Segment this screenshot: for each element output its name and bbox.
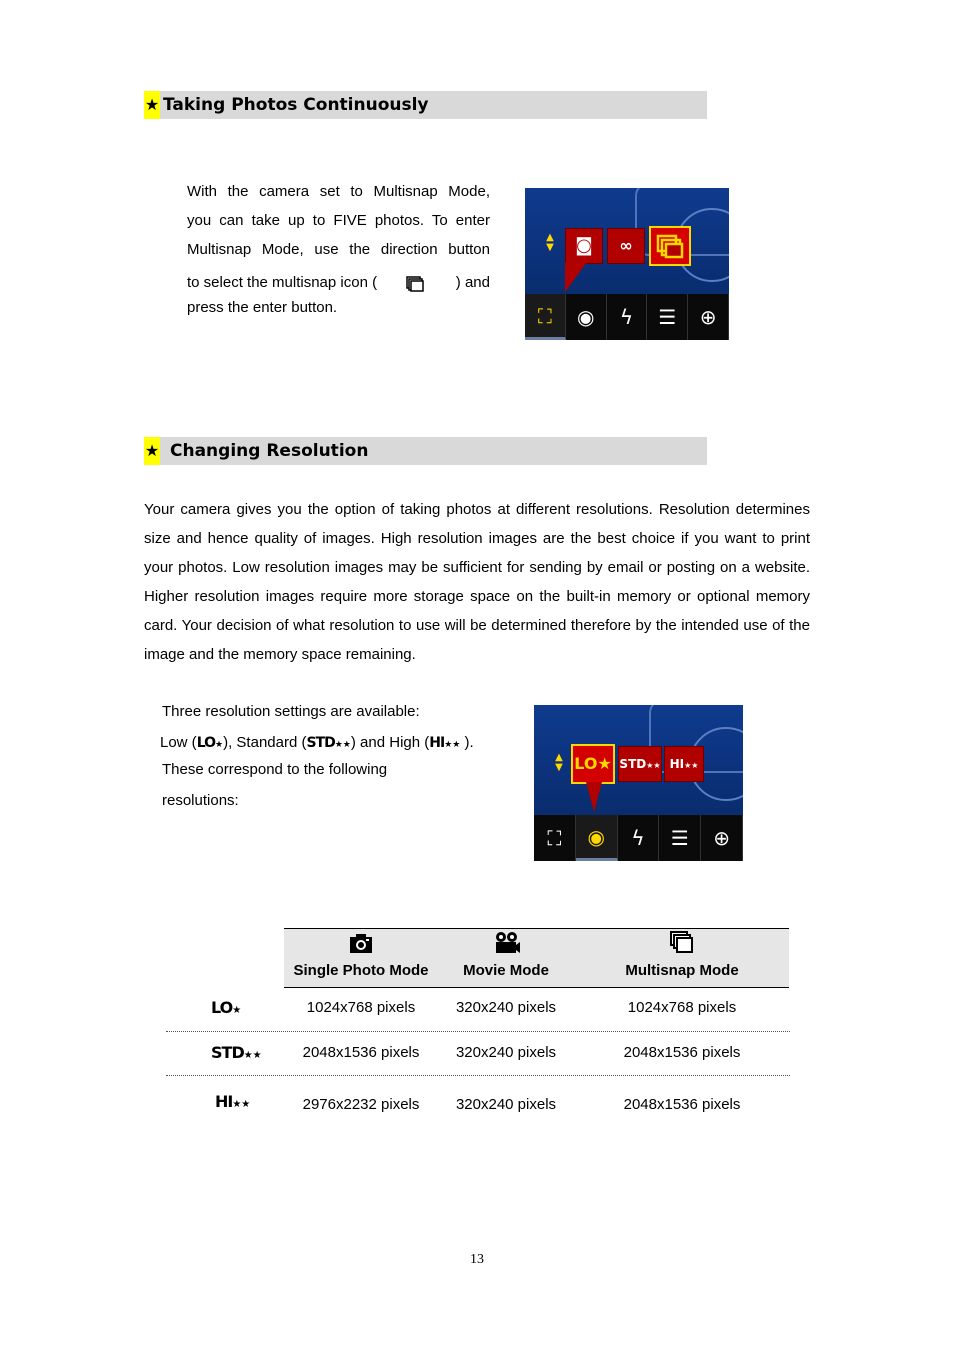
row-divider [166, 1031, 790, 1032]
text-line: resolutions: [162, 792, 239, 809]
hi-resolution-icon: HI★★ [215, 1092, 251, 1111]
section-title: Taking Photos Continuously [163, 95, 429, 115]
table-cell: 1024x768 pixels [306, 999, 416, 1016]
page-number: 13 [470, 1252, 484, 1267]
std-resolution-icon: STD★★ [306, 735, 351, 751]
lo-resolution-icon: LO★ [196, 735, 224, 751]
frame-icon: ⛶ [534, 815, 576, 861]
camera-bottom-menu [534, 815, 743, 861]
camera-bottom-menu [525, 294, 729, 340]
tip-bulb-icon: ⊕ [688, 294, 729, 340]
multisnap-icon [405, 274, 427, 292]
movie-camera-icon [494, 931, 520, 954]
menu-pointer [561, 262, 591, 294]
text-fragment: ) and High ( [350, 734, 430, 751]
text-fragment: ), Standard ( [223, 734, 307, 751]
table-cell: 2048x1536 pixels [623, 1044, 741, 1061]
row-divider [166, 1075, 790, 1076]
column-header: Multisnap Mode [625, 962, 739, 979]
std-resolution-icon: STD★★ [618, 746, 662, 782]
std-resolution-icon: STD★★ [211, 1043, 262, 1062]
star-icon: ★ [144, 91, 160, 119]
up-down-arrows-icon: ▲ ▼ [546, 232, 554, 253]
section-title: Changing Resolution [170, 441, 369, 461]
section-heading-taking-photos [144, 91, 707, 119]
column-header: Movie Mode [463, 962, 549, 979]
table-cell: 2048x1536 pixels [623, 1096, 741, 1113]
table-cell: 2976x2232 pixels [302, 1096, 420, 1113]
multisnap-icon [649, 226, 691, 266]
table-cell: 320x240 pixels [455, 999, 557, 1016]
text-line: These correspond to the following [162, 761, 388, 778]
camera-icon: ◙ [565, 228, 603, 264]
lo-resolution-icon: LO★ [211, 998, 242, 1017]
text-line: press the enter button. [187, 299, 338, 316]
lo-resolution-icon: LO★ [571, 744, 615, 784]
text-line-with-icons [160, 730, 492, 758]
resolution-icon: ◉ [566, 294, 607, 340]
camera-resolution-screenshot [534, 705, 743, 861]
hi-resolution-icon: HI★★ [664, 746, 704, 782]
text-fragment: to select the multisnap icon ( [187, 274, 378, 291]
camera-icon [349, 932, 373, 954]
hi-resolution-icon: HI★★ [429, 735, 461, 751]
section-heading-changing-resolution [144, 437, 707, 465]
flash-icon: ϟ [607, 294, 648, 340]
text-fragment: ). [460, 734, 474, 751]
resolution-paragraph: Your camera gives you the option of taking photos at different resolutions. Resolution determines size and hence quality of images. High resolution images are the best choice if you want to print your photos. Low resolution images may be sufficient for sending by email or posting on a website. Higher resolution images require more storage space on the built-in memory or optional memory card. Your decision of what resolution to use will be determined therefore by the intended use of the image and the memory space remaining. [144, 501, 810, 663]
multisnap-instructions [187, 177, 490, 322]
frame-icon: ⛶ [525, 294, 566, 340]
table-cell: 2048x1536 pixels [302, 1044, 420, 1061]
settings-list-icon: ☰ [659, 815, 701, 861]
text-fragment: ) and [455, 274, 490, 291]
tip-bulb-icon: ⊕ [701, 815, 743, 861]
text-line: Three resolution settings are available: [162, 703, 420, 720]
text-line: Multisnap Mode, use the direction button [187, 241, 490, 258]
flash-icon: ϟ [618, 815, 660, 861]
text-line: With the camera set to Multisnap Mode, [187, 183, 490, 200]
camera-multisnap-screenshot [525, 188, 729, 340]
multisnap-icon [670, 931, 694, 954]
resolution-settings-text [162, 697, 492, 815]
text-line: you can take up to FIVE photos. To enter [187, 212, 490, 229]
settings-list-icon: ☰ [647, 294, 688, 340]
table-cell: 320x240 pixels [455, 1044, 557, 1061]
resolution-icon: ◉ [576, 815, 618, 861]
table-cell: 1024x768 pixels [627, 999, 737, 1016]
column-header: Single Photo Mode [293, 962, 429, 979]
movie-camera-icon: ∞ [607, 228, 645, 264]
menu-pointer [584, 782, 604, 814]
text-fragment: Low ( [160, 734, 197, 751]
table-cell: 320x240 pixels [455, 1096, 557, 1113]
up-down-arrows-icon: ▲ ▼ [555, 752, 563, 773]
star-icon: ★ [144, 437, 160, 465]
